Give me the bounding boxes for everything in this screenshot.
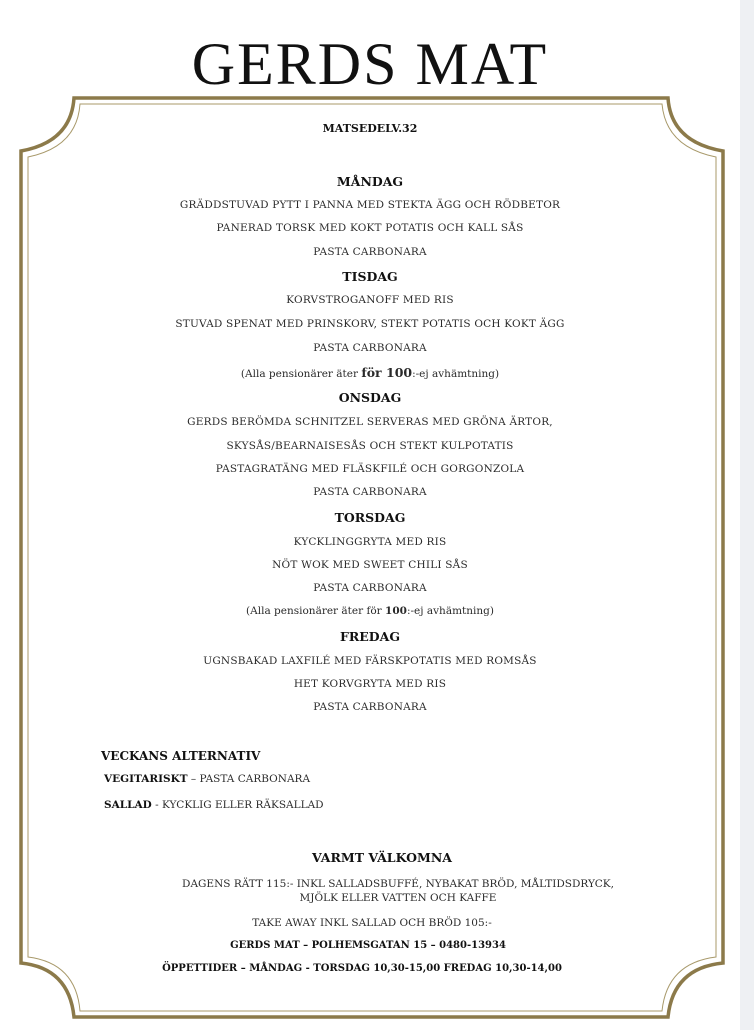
- opening-hours: ÖPPETTIDER – MÅNDAG - TORSDAG 10,30-15,00 FREDAG 10,30-14,00: [162, 963, 562, 974]
- menu-item: UGNSBAKAD LAXFILÉ MED FÄRSKPOTATIS MED ROMSÅS: [203, 655, 537, 667]
- salad-option: SALLAD - KYCKLIG ELLER RÄKSALLAD: [104, 799, 324, 811]
- menu-item: KYCKLINGGRYTA MED RIS: [293, 536, 447, 548]
- welcome-heading: VARMT VÄLKOMNA: [312, 850, 452, 865]
- menu-item: PASTAGRATÄNG MED FLÄSKFILÉ OCH GORGONZOLA: [215, 463, 525, 475]
- salad-label: SALLAD: [104, 799, 152, 811]
- menu-item: GERDS BERÖMDA SCHNITZEL SERVERAS MED GRÖNA ÄRTOR,: [187, 416, 553, 428]
- daily-price-line: DAGENS RÄTT 115:- INKL SALLADSBUFFÉ, NYBAKAT BRÖD, MÅLTIDSDRYCK,: [182, 878, 614, 890]
- menu-item: NÖT WOK MED SWEET CHILI SÅS: [272, 559, 468, 571]
- menu-item: PASTA CARBONARA: [313, 486, 427, 498]
- menu-item: HET KORVGRYTA MED RIS: [293, 678, 447, 690]
- menu-item: PASTA CARBONARA: [313, 342, 427, 354]
- menu-item: GRÄDDSTUVAD PYTT I PANNA MED STEKTA ÄGG OCH RÖDBETOR: [179, 199, 561, 211]
- address-phone: GERDS MAT – POLHEMSGATAN 15 – 0480-13934: [230, 940, 506, 951]
- menu-item: PASTA CARBONARA: [313, 582, 427, 594]
- menu-item: SKYSÅS/BEARNAISESÅS OCH STEKT KULPOTATIS: [226, 440, 514, 452]
- day-heading-tuesday: TISDAG: [342, 269, 398, 284]
- menu-item: PASTA CARBONARA: [313, 246, 427, 258]
- day-heading-monday: MÅNDAG: [336, 174, 404, 189]
- menu-item: STUVAD SPENAT MED PRINSKORV, STEKT POTATIS OCH KOKT ÄGG: [175, 318, 565, 330]
- menu-item: PANERAD TORSK MED KOKT POTATIS OCH KALL SÅS: [216, 222, 524, 234]
- alternatives-heading: VECKANS ALTERNATIV: [101, 749, 261, 763]
- menu-item: PASTA CARBONARA: [313, 701, 427, 713]
- pensioner-note: (Alla pensionärer äter för 100:-ej avhämtning): [240, 365, 500, 380]
- day-heading-thursday: TORSDAG: [334, 510, 406, 525]
- vegetarian-label: VEGITARISKT: [104, 773, 188, 785]
- week-label: MATSEDELV.32: [322, 122, 418, 135]
- pensioner-note: (Alla pensionärer äter för 100:-ej avhämtning): [246, 605, 494, 617]
- day-heading-friday: FREDAG: [339, 629, 400, 644]
- takeaway-price: TAKE AWAY INKL SALLAD OCH BRÖD 105:-: [252, 917, 492, 929]
- day-heading-wednesday: ONSDAG: [338, 390, 402, 405]
- menu-item: KORVSTROGANOFF MED RIS: [286, 294, 454, 306]
- restaurant-title: GERDS MAT: [191, 31, 549, 97]
- daily-price-line: MJÖLK ELLER VATTEN OCH KAFFE: [299, 892, 497, 904]
- vegetarian-option: VEGITARISKT – PASTA CARBONARA: [104, 773, 311, 785]
